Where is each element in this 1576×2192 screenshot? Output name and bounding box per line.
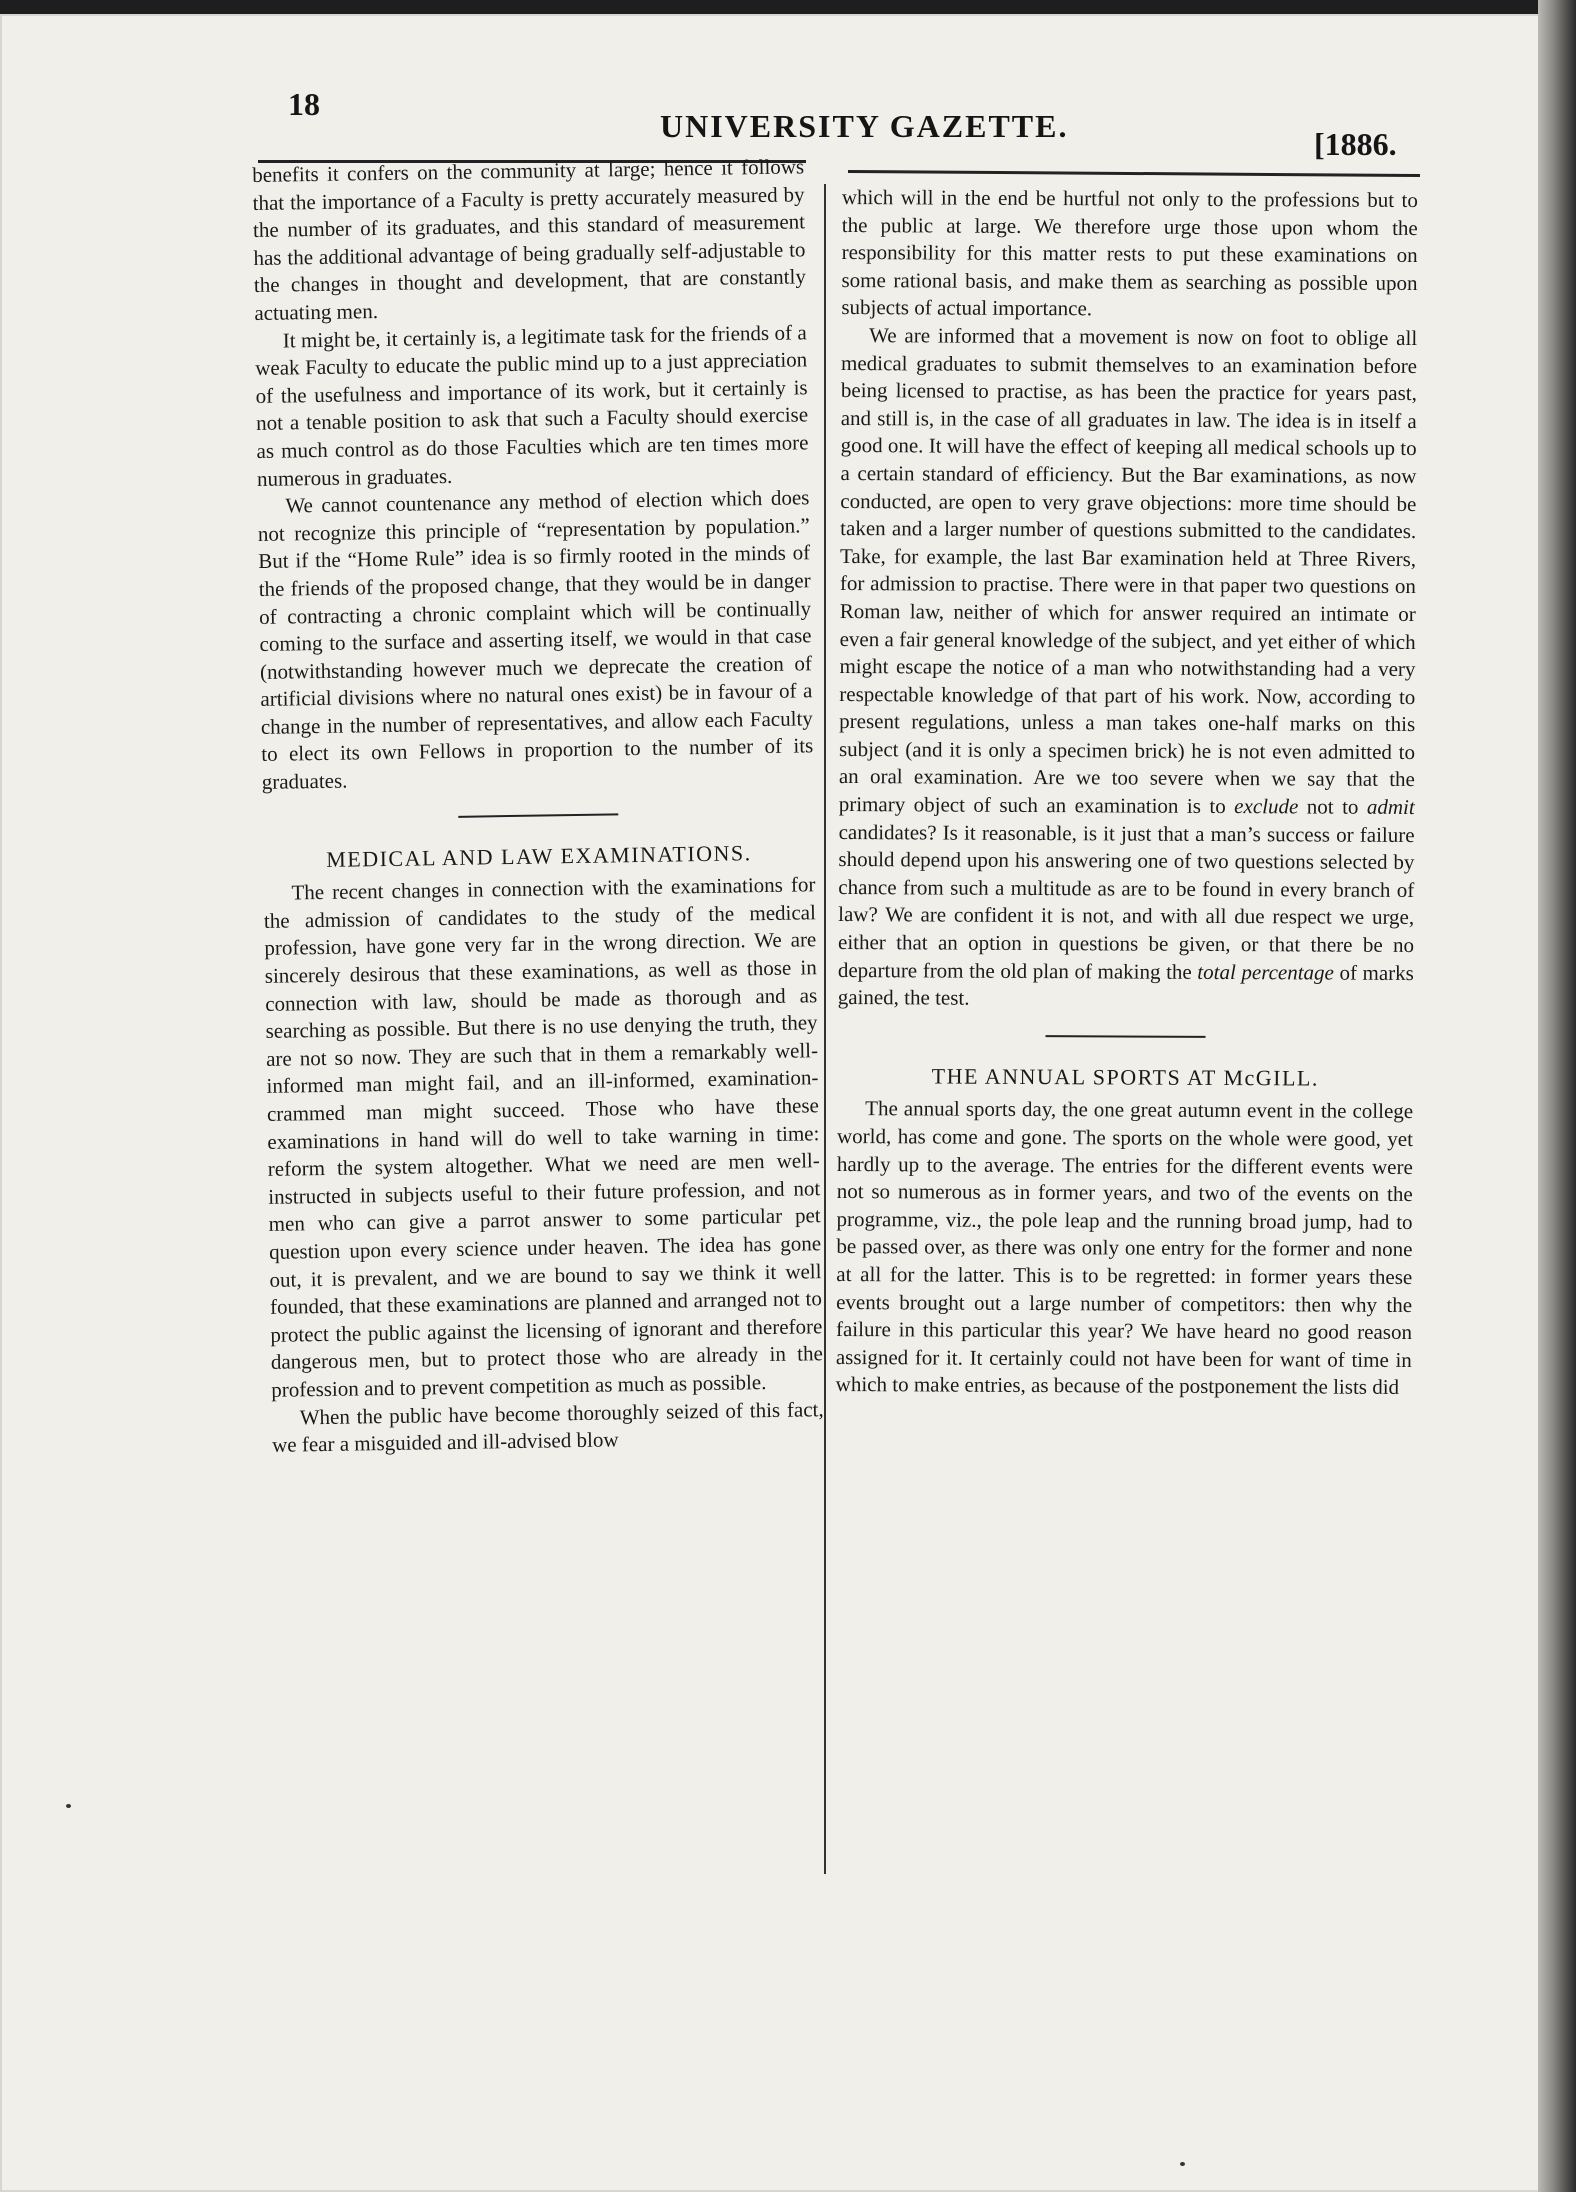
text-run: of marks gained, the test. bbox=[837, 960, 1414, 1010]
text-run: candidates? Is it reasonable, is it just that a man’s success or failure should depend upon his answering one of two questions selected by chance from such a multitude as are to be found in every branch of law? We are confident it is not, and with all due respect we urge, either that an option in questions be given, or that there be no departure from the old plan of making the bbox=[837, 819, 1415, 984]
section-separator bbox=[1046, 1035, 1206, 1038]
header-rule-right bbox=[848, 170, 1420, 177]
right-column bbox=[836, 184, 1418, 1402]
emphasis-total-percentage: total percentage bbox=[1197, 959, 1334, 985]
newspaper-page bbox=[0, 14, 1548, 2192]
column-divider bbox=[824, 184, 826, 1874]
article-heading-medical-law: MEDICAL AND LAW EXAMINATIONS. bbox=[326, 839, 752, 872]
article-heading-annual-sports: THE ANNUAL SPORTS AT McGILL. bbox=[931, 1063, 1319, 1091]
left-column bbox=[252, 153, 824, 1459]
emphasis-exclude: exclude bbox=[1234, 794, 1299, 819]
paragraph: It might be, it certainly is, a legitimate task for the friends of a weak Faculty to educate the public mind up to a just appreciation of the usefulness and importance of its work, but it certainly is not a tenable position to ask that such a Faculty should exercise as much control as do those Faculties which are ten times more numerous in graduates. bbox=[255, 319, 809, 491]
paragraph: We cannot countenance any method of election which does not recognize this principle of “representation by population.” But if the “Home Rule” idea is so firmly rooted in the minds of the friends of the proposed change, that they would be in danger of contracting a chronic complaint which will be continually coming to the surface and asserting itself, we would in that case (notwithstanding however much we deprecate the creation of artificial divisions where no natural ones exist) be in favour of a change in the number of representatives, and allow each Faculty to elect its own Fellows in proportion to the number of its graduates. bbox=[257, 485, 814, 794]
paragraph: The recent changes in connection with the examinations for the admission of candidates to the study of the medical profession, have gone very far in the wrong direction. We are sincerely desirous that these examinations, as well as those in connection with law, should be made as thorough and as searching as possible. But there is no use denying the truth, they are not so now. They are such that in them a remarkably well-informed man might fail, and an ill-informed, examination-crammed man might succeed. Those who have these examinations in hand will do well to take warning in time: reform the system altogether. What we need are men well-instructed in subjects useful to their future profession, and not men who can give a parrot answer to some particular pet question upon every science under heaven. The idea has gone out, it is prevalent, and we are bound to say we think it well founded, that these examinations are planned and arranged not to protect the public against the licensing of ignorant and therefore dangerous men, but to protect those who are already in the profession and to prevent competition as much as possible. bbox=[263, 872, 823, 1402]
emphasis-admit: admit bbox=[1366, 794, 1415, 820]
issue-year: [1886. bbox=[1314, 126, 1397, 162]
page-number: 18 bbox=[288, 86, 320, 122]
paragraph-bar-examinations bbox=[838, 322, 1418, 1015]
page-edge-shadow bbox=[1538, 0, 1576, 2192]
text-run: We are informed that a movement is now on foot to oblige all medical graduates to submit themselves to an examination before being licensed to practise, as has been the practice for years past, and still is, in the case of all graduates in law. The idea is in itself a good one. It will have the effect of keeping all medical schools up to a certain standard of efficiency. But the Bar examinations, as now conducted, are open to very grave objections: more time should be taken and a larger number of questions submitted to the candidates. Take, for example, the last Bar examination held at Three Rivers, for admission to practise. There were in that paper two questions on Roman law, neither of which for answer required an intimate or even a fair general knowledge of the subject, and yet either of which might escape the notice of a man who notwithstanding had a very respectable knowledge of that part of his work. Now, according to present regulations, unless a man takes one-half marks on this subject (and it is only a specimen brick) he is not even admitted to an oral examination. Are we too severe when we say that the primary object of such an examination is to bbox=[838, 323, 1418, 819]
ink-speck bbox=[1180, 2162, 1185, 2166]
paragraph: benefits it confers on the community at large; hence it follows that the importance of a Faculty is pretty accurately measured by the number of its graduates, and this standard of measurement has the additional advantage of being gradually self-adjustable to the changes in thought and development, that are constantly actuating men. bbox=[252, 154, 807, 325]
ink-speck bbox=[66, 1804, 71, 1808]
paragraph: When the public have become thoroughly seized of this fact, we fear a misguided and ill-advised blow bbox=[271, 1396, 824, 1457]
paragraph: The annual sports day, the one great autumn event in the college world, has come and gone. The sports on the whole were good, yet hardly up to the average. The entries for the different events were not so numerous as in former years, and two of the events on the programme, viz., the pole leap and the running broad jump, had to be passed over, as there was only one entry for the former and none at all for the latter. This is to be regretted: in former years these events brought out a large number of competitors: then why the failure in this particular this year? We have heard no good reason assigned for it. It certainly could not have been for want of time in which to make entries, as because of the postponement the lists did bbox=[835, 1096, 1414, 1400]
text-run: not to bbox=[1306, 794, 1359, 819]
page-header bbox=[0, 14, 1548, 164]
publication-title: UNIVERSITY GAZETTE. bbox=[660, 108, 1069, 144]
section-separator bbox=[458, 813, 618, 818]
paragraph: which will in the end be hurtful not only to the professions but to the public at large. We therefore urge those upon whom the responsibility for this matter rests to put these examinations on some rational basis, and make them as searching as possible upon subjects of actual importance. bbox=[841, 184, 1418, 321]
